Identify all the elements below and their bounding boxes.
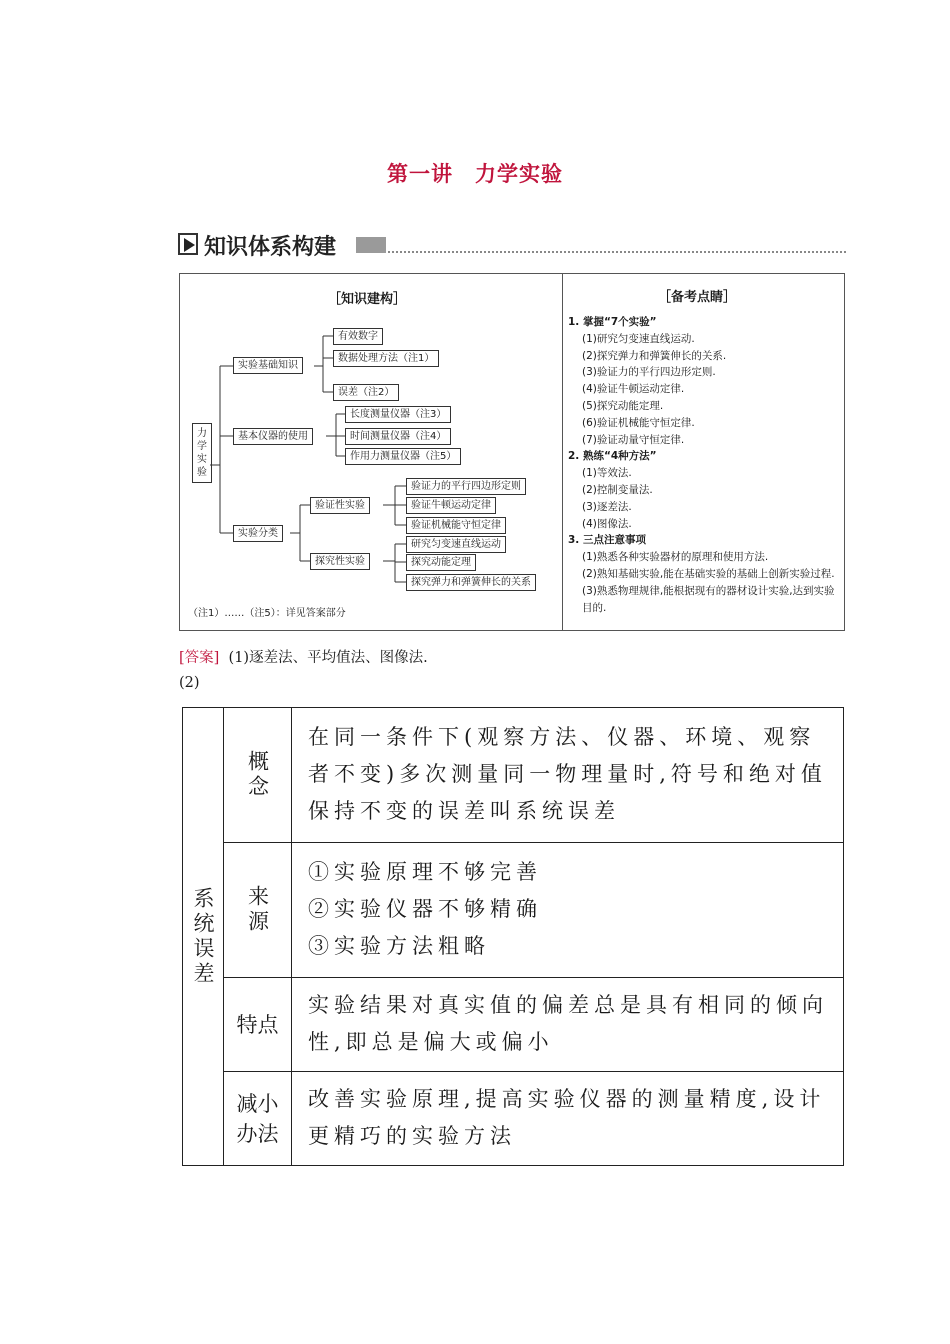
leaf-node: 验证牛顿运动定律	[406, 497, 496, 514]
tips-item: (4)验证牛顿运动定律.	[582, 383, 685, 396]
group-node-exploratory: 探究性实验	[310, 553, 370, 570]
root-node: 力学实验	[192, 423, 212, 483]
tips-item: (2)控制变量法.	[582, 483, 653, 496]
group-label-cell: 系统误差	[183, 708, 224, 1166]
leaf-node: 探究动能定理	[406, 554, 476, 571]
section-header	[178, 229, 846, 259]
answer-tag: [答案]	[179, 650, 220, 666]
leaf-node: 探究弹力和弹簧伸长的关系	[406, 574, 536, 591]
branch-node-instruments: 基本仪器的使用	[233, 428, 313, 445]
section-header-text: 知识体系构建	[204, 235, 337, 260]
knowledge-framework	[179, 273, 845, 631]
row-label: 减小办法	[224, 1072, 292, 1166]
header-bar	[356, 237, 386, 253]
tips-heading: 3. 三点注意事项	[568, 534, 646, 547]
row-content: ①实验原理不够完善 ②实验仪器不够精确 ③实验方法粗略	[292, 843, 844, 978]
tips-header: ［备考点睛］	[658, 290, 737, 305]
header-dotted-rule	[388, 251, 846, 253]
tips-item: (2)熟知基础实验,能在基础实验的基础上创新实验过程.	[582, 567, 835, 580]
footnote: （注1）……（注5）：详见答案部分	[188, 608, 346, 619]
leaf-node: 验证力的平行四边形定则	[406, 478, 526, 495]
tips-item: (3)熟悉物理规律,能根据现有的器材设计实验,达到实验目的.	[582, 584, 835, 614]
leaf-node: 作用力测量仪器（注5）	[345, 448, 461, 465]
leaf-node: 误差（注2）	[333, 384, 399, 401]
leaf-node: 研究匀变速直线运动	[406, 536, 506, 553]
tips-heading: 1. 掌握“7个实验”	[568, 316, 657, 328]
row-content: 实验结果对真实值的偏差总是具有相同的倾向性,即总是偏大或偏小	[292, 978, 844, 1072]
row-content: 改善实验原理,提高实验仪器的测量精度,设计更精巧的实验方法	[292, 1072, 844, 1166]
tips-item: (5)探究动能定理.	[582, 399, 664, 412]
tips-item: (1)等效法.	[582, 467, 632, 480]
answer-part1: (1)逐差法、平均值法、图像法.	[228, 650, 428, 666]
answer-part2-label: (2)	[179, 675, 200, 691]
leaf-node: 验证机械能守恒定律	[406, 517, 506, 534]
row-content: 在同一条件下(观察方法、仪器、环境、观察者不变)多次测量同一物理量时,符号和绝对值保持不变的误差叫系统误差	[292, 708, 844, 843]
tips-item: (3)逐差法.	[582, 500, 632, 513]
leaf-node: 数据处理方法（注1）	[333, 350, 439, 367]
branch-node-classification: 实验分类	[233, 525, 283, 542]
framework-divider	[562, 274, 563, 630]
leaf-node: 有效数字	[333, 328, 383, 345]
row-label: 概念	[224, 708, 292, 843]
leaf-node: 时间测量仪器（注4）	[345, 428, 451, 445]
tips-item: (6)验证机械能守恒定律.	[582, 416, 695, 429]
answer-line	[179, 646, 428, 667]
tips-item: (4)图像法.	[582, 517, 632, 530]
tips-item: (1)熟悉各种实验器材的原理和使用方法.	[582, 551, 769, 564]
tips-item: (1)研究匀变速直线运动.	[582, 332, 695, 345]
tips-item: (3)验证力的平行四边形定则.	[582, 366, 716, 379]
tips-item: (2)探究弹力和弹簧伸长的关系.	[582, 349, 727, 362]
systematic-error-table	[182, 707, 844, 1166]
knowledge-header: ［知识建构］	[328, 292, 407, 307]
leaf-node: 长度测量仪器（注3）	[345, 406, 451, 423]
branch-node-basics: 实验基础知识	[233, 357, 303, 374]
page-title: 第一讲 力学实验	[387, 161, 563, 186]
exam-tips-list	[568, 314, 840, 616]
tips-item: (7)验证动量守恒定律.	[582, 433, 685, 446]
row-label: 特点	[224, 978, 292, 1072]
tips-heading: 2. 熟练“4种方法”	[568, 450, 657, 463]
play-arrow-icon	[178, 233, 198, 255]
row-label: 来源	[224, 843, 292, 978]
group-node-verification: 验证性实验	[310, 497, 370, 514]
